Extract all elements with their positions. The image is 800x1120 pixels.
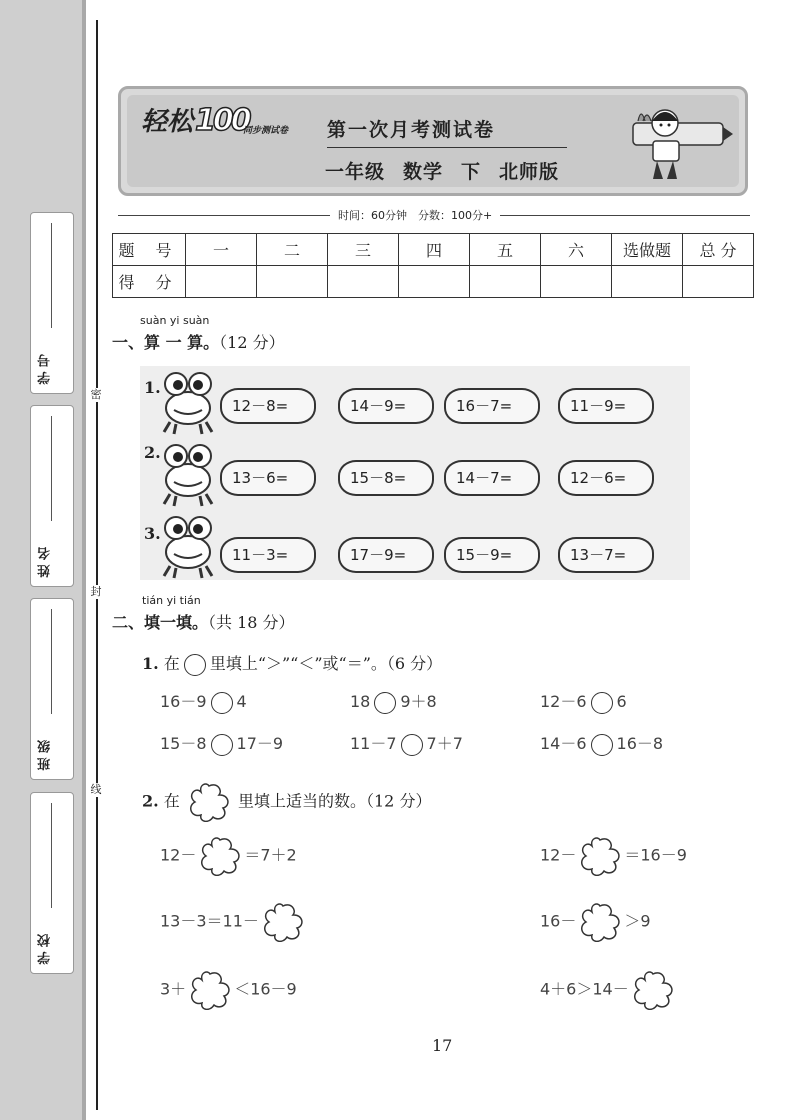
table-cell: 四 (399, 234, 470, 266)
binding-line (96, 20, 98, 1110)
field-label: 姓 名 (38, 547, 53, 578)
score-input-cell[interactable] (257, 266, 328, 298)
score-input-cell[interactable] (683, 266, 754, 298)
compare-item: 15－8 17－9 (160, 731, 283, 756)
page-title: 第一次月考测试卷 (327, 119, 496, 141)
binding-strip-edge (82, 0, 86, 1120)
answer-flower[interactable] (578, 836, 622, 876)
calc-item[interactable]: 14－9= (338, 388, 434, 424)
field-label: 学 号 (38, 354, 53, 385)
compare-item: 16－9 4 (160, 689, 247, 714)
calc-item[interactable]: 13－7= (558, 537, 654, 573)
table-cell: 二 (257, 234, 328, 266)
calc-item[interactable]: 15－9= (444, 537, 540, 573)
table-cell: 选做题 (612, 234, 683, 266)
answer-circle[interactable] (211, 692, 233, 714)
fill-item: 3＋ ＜16－9 (160, 970, 297, 1010)
student-number-field[interactable] (30, 212, 74, 394)
score-table (112, 233, 754, 298)
section2-pinyin: tián yi tián (142, 594, 201, 607)
field-label: 学 校 (38, 934, 53, 965)
calc-item[interactable]: 11－9= (558, 388, 654, 424)
answer-circle[interactable] (591, 734, 613, 756)
score-input-cell[interactable] (186, 266, 257, 298)
circle-icon (184, 654, 206, 676)
fill-item: 16－ ＞9 (540, 902, 651, 942)
table-cell: 一 (186, 234, 257, 266)
fill-item: 12－ ＝7＋2 (160, 836, 297, 876)
table-cell: 六 (541, 234, 612, 266)
time-score-info: 时间：60分钟 分数：100分+ (330, 207, 500, 223)
calc-item[interactable]: 16－7= (444, 388, 540, 424)
calc-item[interactable]: 12－8= (220, 388, 316, 424)
answer-flower[interactable] (188, 970, 232, 1010)
answer-circle[interactable] (591, 692, 613, 714)
table-row (113, 234, 754, 266)
calc-item[interactable]: 13－6= (220, 460, 316, 496)
table-cell: 得 分 (113, 266, 186, 298)
compare-item: 11－7 7＋7 (350, 731, 463, 756)
binding-mark: 密 (90, 388, 102, 401)
logo: 轻松100 (141, 103, 249, 138)
binding-mark: 线 (90, 783, 102, 796)
calc-item[interactable]: 17－9= (338, 537, 434, 573)
row-number: 2. (144, 443, 161, 462)
table-cell: 五 (470, 234, 541, 266)
frog-icon (158, 514, 218, 580)
fill-item: 12－ ＝16－9 (540, 836, 687, 876)
calc-item[interactable]: 11－3= (220, 537, 316, 573)
logo-subtitle: 同步测试卷 (243, 126, 289, 136)
class-field[interactable] (30, 598, 74, 780)
flower-icon (187, 782, 231, 822)
compare-item: 12－6 6 (540, 689, 627, 714)
score-input-cell[interactable] (328, 266, 399, 298)
answer-circle[interactable] (211, 734, 233, 756)
question-1-prompt: 1. 在 里填上“＞”“＜”或“＝”。（6 分） (142, 651, 442, 676)
score-input-cell[interactable] (399, 266, 470, 298)
score-input-cell[interactable] (612, 266, 683, 298)
binding-mark: 封 (90, 585, 102, 598)
section1-pinyin: suàn yi suàn (140, 314, 210, 327)
calc-item[interactable]: 14－7= (444, 460, 540, 496)
answer-circle[interactable] (401, 734, 423, 756)
header-banner (118, 86, 748, 196)
title-divider (327, 147, 567, 148)
frog-icon (158, 370, 218, 436)
score-input-cell[interactable] (541, 266, 612, 298)
calc-item[interactable]: 15－8= (338, 460, 434, 496)
answer-flower[interactable] (261, 902, 305, 942)
fill-item: 13－3＝11－ (160, 902, 307, 942)
compare-item: 14－6 16－8 (540, 731, 663, 756)
row-number: 1. (144, 378, 161, 397)
row-number: 3. (144, 524, 161, 543)
fill-item: 4＋6＞14－ (540, 970, 677, 1010)
table-cell: 三 (328, 234, 399, 266)
school-field[interactable] (30, 792, 74, 974)
table-row (113, 266, 754, 298)
answer-circle[interactable] (374, 692, 396, 714)
table-cell: 题 号 (113, 234, 186, 266)
field-label: 班 级 (38, 740, 53, 771)
score-input-cell[interactable] (470, 266, 541, 298)
section2-heading: 二、填一填。（共 18 分） (112, 613, 295, 632)
answer-flower[interactable] (631, 970, 675, 1010)
answer-flower[interactable] (578, 902, 622, 942)
question-2-prompt: 2. 在 里填上适当的数。（12 分） (142, 782, 431, 822)
student-name-field[interactable] (30, 405, 74, 587)
answer-flower[interactable] (198, 836, 242, 876)
frog-icon (158, 442, 218, 508)
page-subtitle: 一年级 数学 下 北师版 (325, 161, 560, 183)
reading-boy-icon (613, 101, 733, 191)
table-cell: 总 分 (683, 234, 754, 266)
page-number: 17 (432, 1036, 453, 1055)
section1-heading: 一、算 一 算。（12 分） (112, 333, 285, 352)
compare-item: 18 9＋8 (350, 689, 437, 714)
calc-item[interactable]: 12－6= (558, 460, 654, 496)
